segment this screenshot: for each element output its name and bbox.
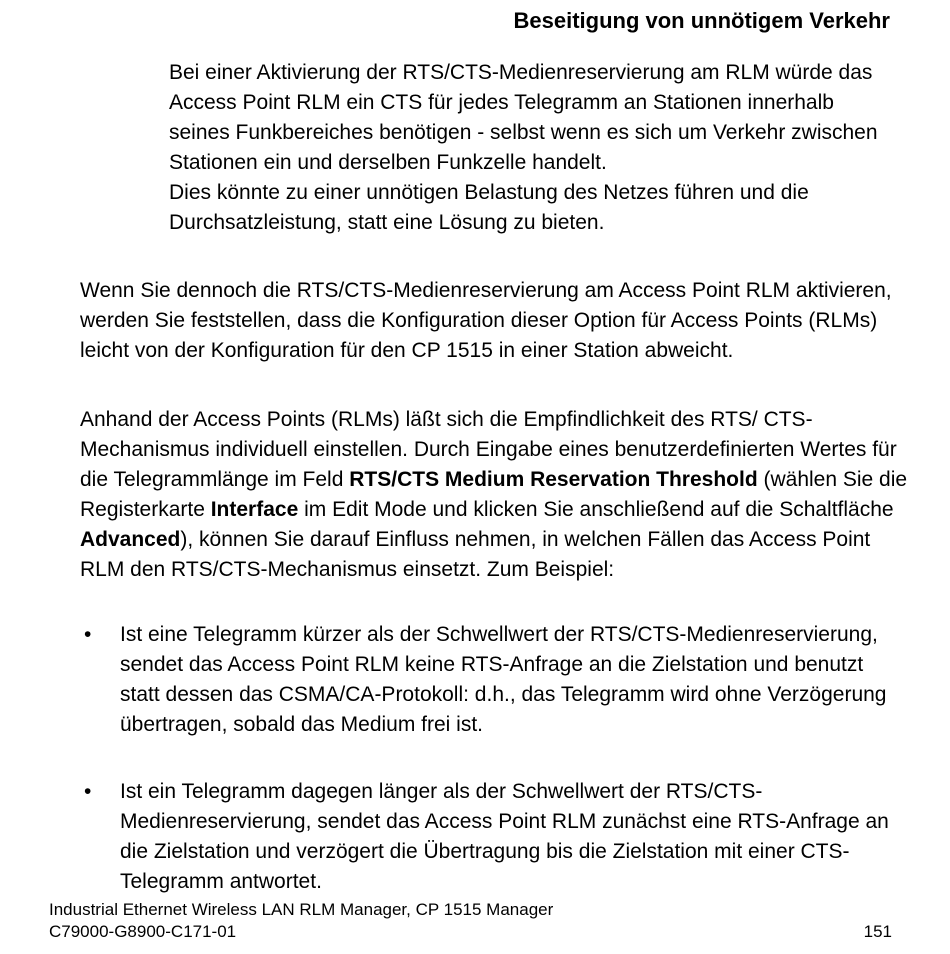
bullet-marker: • xyxy=(84,780,92,803)
body-paragraph-1-text: Wenn Sie dennoch die RTS/CTS-Medienreservierung am Access Point RLM aktivieren, werden Sie feststellen, dass die Konfiguration dieser Option für Access Points (RLMs) leicht von der Konfiguration für den CP 1515 in einer Station abweicht. xyxy=(80,279,892,362)
text-run: Anhand der Access Points (RLMs) läßt sich die Empfindlichkeit des RTS/ CTS-Mechanismus individuell einstellen. Durch Eingabe eines benutzerdefinierten Wertes für die Telegrammlänge im Feld xyxy=(80,408,897,491)
page-number: 151 xyxy=(863,922,892,941)
text-run: im Edit Mode und klicken Sie anschließend auf die Schaltfläche xyxy=(298,498,894,521)
section-header: Beseitigung von unnötigem Verkehr xyxy=(513,8,890,33)
bullet-text-2: Ist ein Telegramm dagegen länger als der Schwellwert der RTS/CTS-Medienreservierung, sendet das Access Point RLM zunächst eine RTS-Anfrage an die Zielstation und verzögert die Übertragung bis die Zielstation mit einer CTS-Telegramm antwortet. xyxy=(120,780,889,893)
footer-title: Industrial Ethernet Wireless LAN RLM Manager, CP 1515 Manager xyxy=(49,900,554,919)
bold-term-interface: Interface xyxy=(210,498,299,521)
bold-term-threshold: RTS/CTS Medium Reservation Threshold xyxy=(349,468,758,491)
body-paragraph-1 xyxy=(80,276,910,366)
note-paragraph-1: Bei einer Aktivierung der RTS/CTS-Medienreservierung am RLM würde das Access Point RLM ein CTS für jedes Telegramm an Stationen innerhalb seines Funkbereiches benötigen - selbst wenn es sich um Verkehr zwischen Stationen ein und derselben Funkzelle handelt. xyxy=(169,61,878,174)
body-paragraph-2 xyxy=(80,405,910,585)
bullet-marker: • xyxy=(84,623,92,646)
text-run: ), können Sie darauf Einfluss nehmen, in welchen Fällen das Access Point RLM den RTS/CTS-Mechanismus einsetzt. Zum Beispiel: xyxy=(80,528,871,581)
note-paragraph-2: Dies könnte zu einer unnötigen Belastung des Netzes führen und die Durchsatzleistung, statt eine Lösung zu bieten. xyxy=(169,181,809,234)
page-footer xyxy=(49,899,892,943)
bold-term-advanced: Advanced xyxy=(80,528,181,551)
text-run: (wählen Sie die Registerkarte xyxy=(80,468,908,521)
footer-doc-number: C79000-G8900-C171-01 xyxy=(49,922,237,941)
bullet-text-1: Ist eine Telegramm kürzer als der Schwellwert der RTS/CTS-Medienreservierung, sendet das Access Point RLM keine RTS-Anfrage an die Zielstation und benutzt statt dessen das CSMA/CA-Protokoll: d.h., das Telegramm wird ohne Verzögerung übertragen, sobald das Medium frei ist. xyxy=(120,623,887,736)
body-paragraph-2-text xyxy=(80,405,910,585)
indented-note xyxy=(169,58,899,238)
